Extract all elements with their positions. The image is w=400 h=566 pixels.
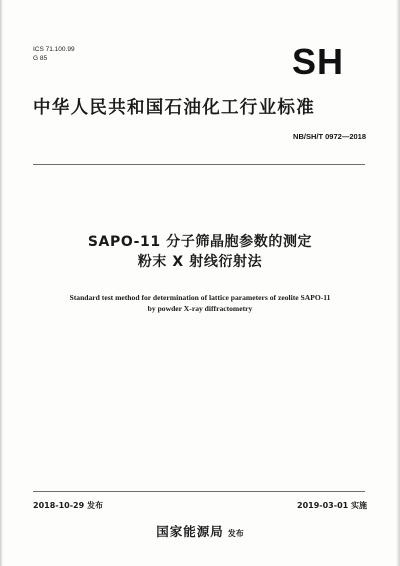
standard-category-title: 中华人民共和国石油化工行业标准 xyxy=(33,98,315,118)
issuing-authority xyxy=(0,521,400,540)
issue-date: 2018-10-29 发布 xyxy=(33,501,103,510)
chinese-title-line-2: 粉末 X 射线衍射法 xyxy=(137,254,263,270)
chinese-title-line-1: SAPO-11 分子筛晶胞参数的测定 xyxy=(87,234,313,250)
ccs-code: G 85 xyxy=(33,55,48,62)
issuer-suffix: 发布 xyxy=(227,529,244,538)
implementation-date: 2019-03-01 实施 xyxy=(297,501,367,510)
scan-edge-left xyxy=(0,0,3,566)
english-title-line-2: by powder X-ray diffractometry xyxy=(147,304,253,313)
top-divider xyxy=(33,164,365,165)
standard-number: NB/SH/T 0972—2018 xyxy=(293,132,366,141)
bottom-divider xyxy=(33,491,365,492)
issuer-name: 国家能源局 xyxy=(156,524,224,539)
ics-code: ICS 71.100.99 xyxy=(33,46,75,53)
sh-logo: SH xyxy=(292,41,345,82)
classification-codes xyxy=(33,45,75,63)
english-title-line-1: Standard test method for determination of lattice parameters of zeolite SAPO-11 xyxy=(69,293,331,302)
scan-edge-right xyxy=(396,0,400,566)
